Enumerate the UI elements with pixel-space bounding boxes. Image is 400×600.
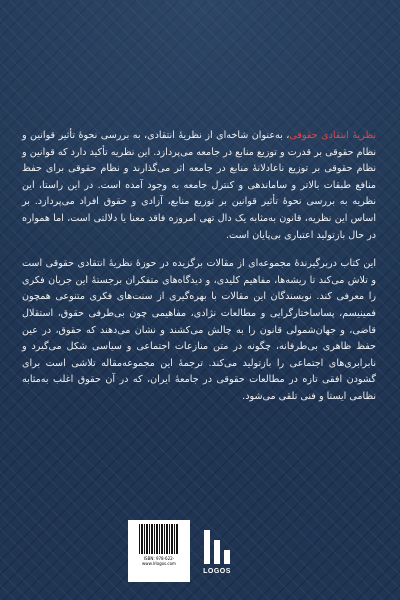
- blurb-paragraph-2: این کتاب دربرگیرندهٔ مجموعه‌ای از مقالات برگزیده در حوزهٔ نظریهٔ انتقادی حقوقی است و تلاش می‌کند تا ریشه‌ها، مفاهیم کلیدی، و دیدگاه‌های متفکران برجستهٔ این جریان فکری را معرفی کند. نویسندگان این مقالات با بهره‌گیری از سنت‌های فکری متنوعی همچون فمینیسم، پساساختارگرایی و مطالعات نژادی، مفاهیمی چون بی‌طرفی حقوق، استقلال قاضی، و جهان‌شمولی قانون را به چالش می‌کشند و نشان می‌دهند که حقوق، در عین حفظ ظاهری بی‌طرفانه، چگونه در متن منازعات اجتماعی و سیاسی شکل می‌گیرد و نابرابری‌های اجتماعی را بازتولید می‌کند. ترجمهٔ این مجموعه‌مقاله تلاشی است برای گشودن افقی تازه در مطالعات حقوقی در جامعهٔ ایران، که در آن حقوق اغلب به‌مثابه نظامی ایستا و فنی تلقی می‌شود.: [22, 258, 376, 402]
- blurb-paragraph-1: [22, 128, 376, 244]
- blurb-highlight-term: نظریهٔ انتقادی حقوقی: [289, 130, 377, 141]
- blurb-text: [22, 128, 376, 406]
- isbn-number: ISBN: 978-622-: [143, 556, 175, 561]
- barcode-icon: [139, 524, 179, 554]
- barcode-label: [128, 520, 190, 582]
- publisher-logo-text: LOGOS: [203, 568, 231, 575]
- blurb-paragraph-1-body: ، به‌عنوان شاخه‌ای از نظریهٔ انتقادی، به بررسی نحوهٔ تأثیر قوانین و نظام حقوقی بر قدرت و توزیع منابع در جامعه می‌پردازد. این نظریه تأکید دارد که قوانین و نظام حقوقی بر توزیع ناعادلانهٔ منابع در جامعه اثر می‌گذارند و نظام حقوقی برای حفظ منافع طبقات بالاتر و ساماندهی و کنترل جامعه به وجود آمده است. در این راستا، این نظریه به بررسی نحوهٔ تأثیر قوانین بر توزیع منابع، آزادی و حقوق افراد می‌پردازد. بر اساس این نظریه، قانون به‌مثابه یک دال تهی امروزه فاقد معنا یا دلالتی است، اما همواره در حال بازتولید اعتباری بی‌پایان است.: [22, 130, 376, 241]
- logo-bars-icon: [204, 530, 230, 564]
- publisher-logo: [200, 530, 234, 582]
- publisher-website: www.lrlogos.com: [142, 561, 176, 566]
